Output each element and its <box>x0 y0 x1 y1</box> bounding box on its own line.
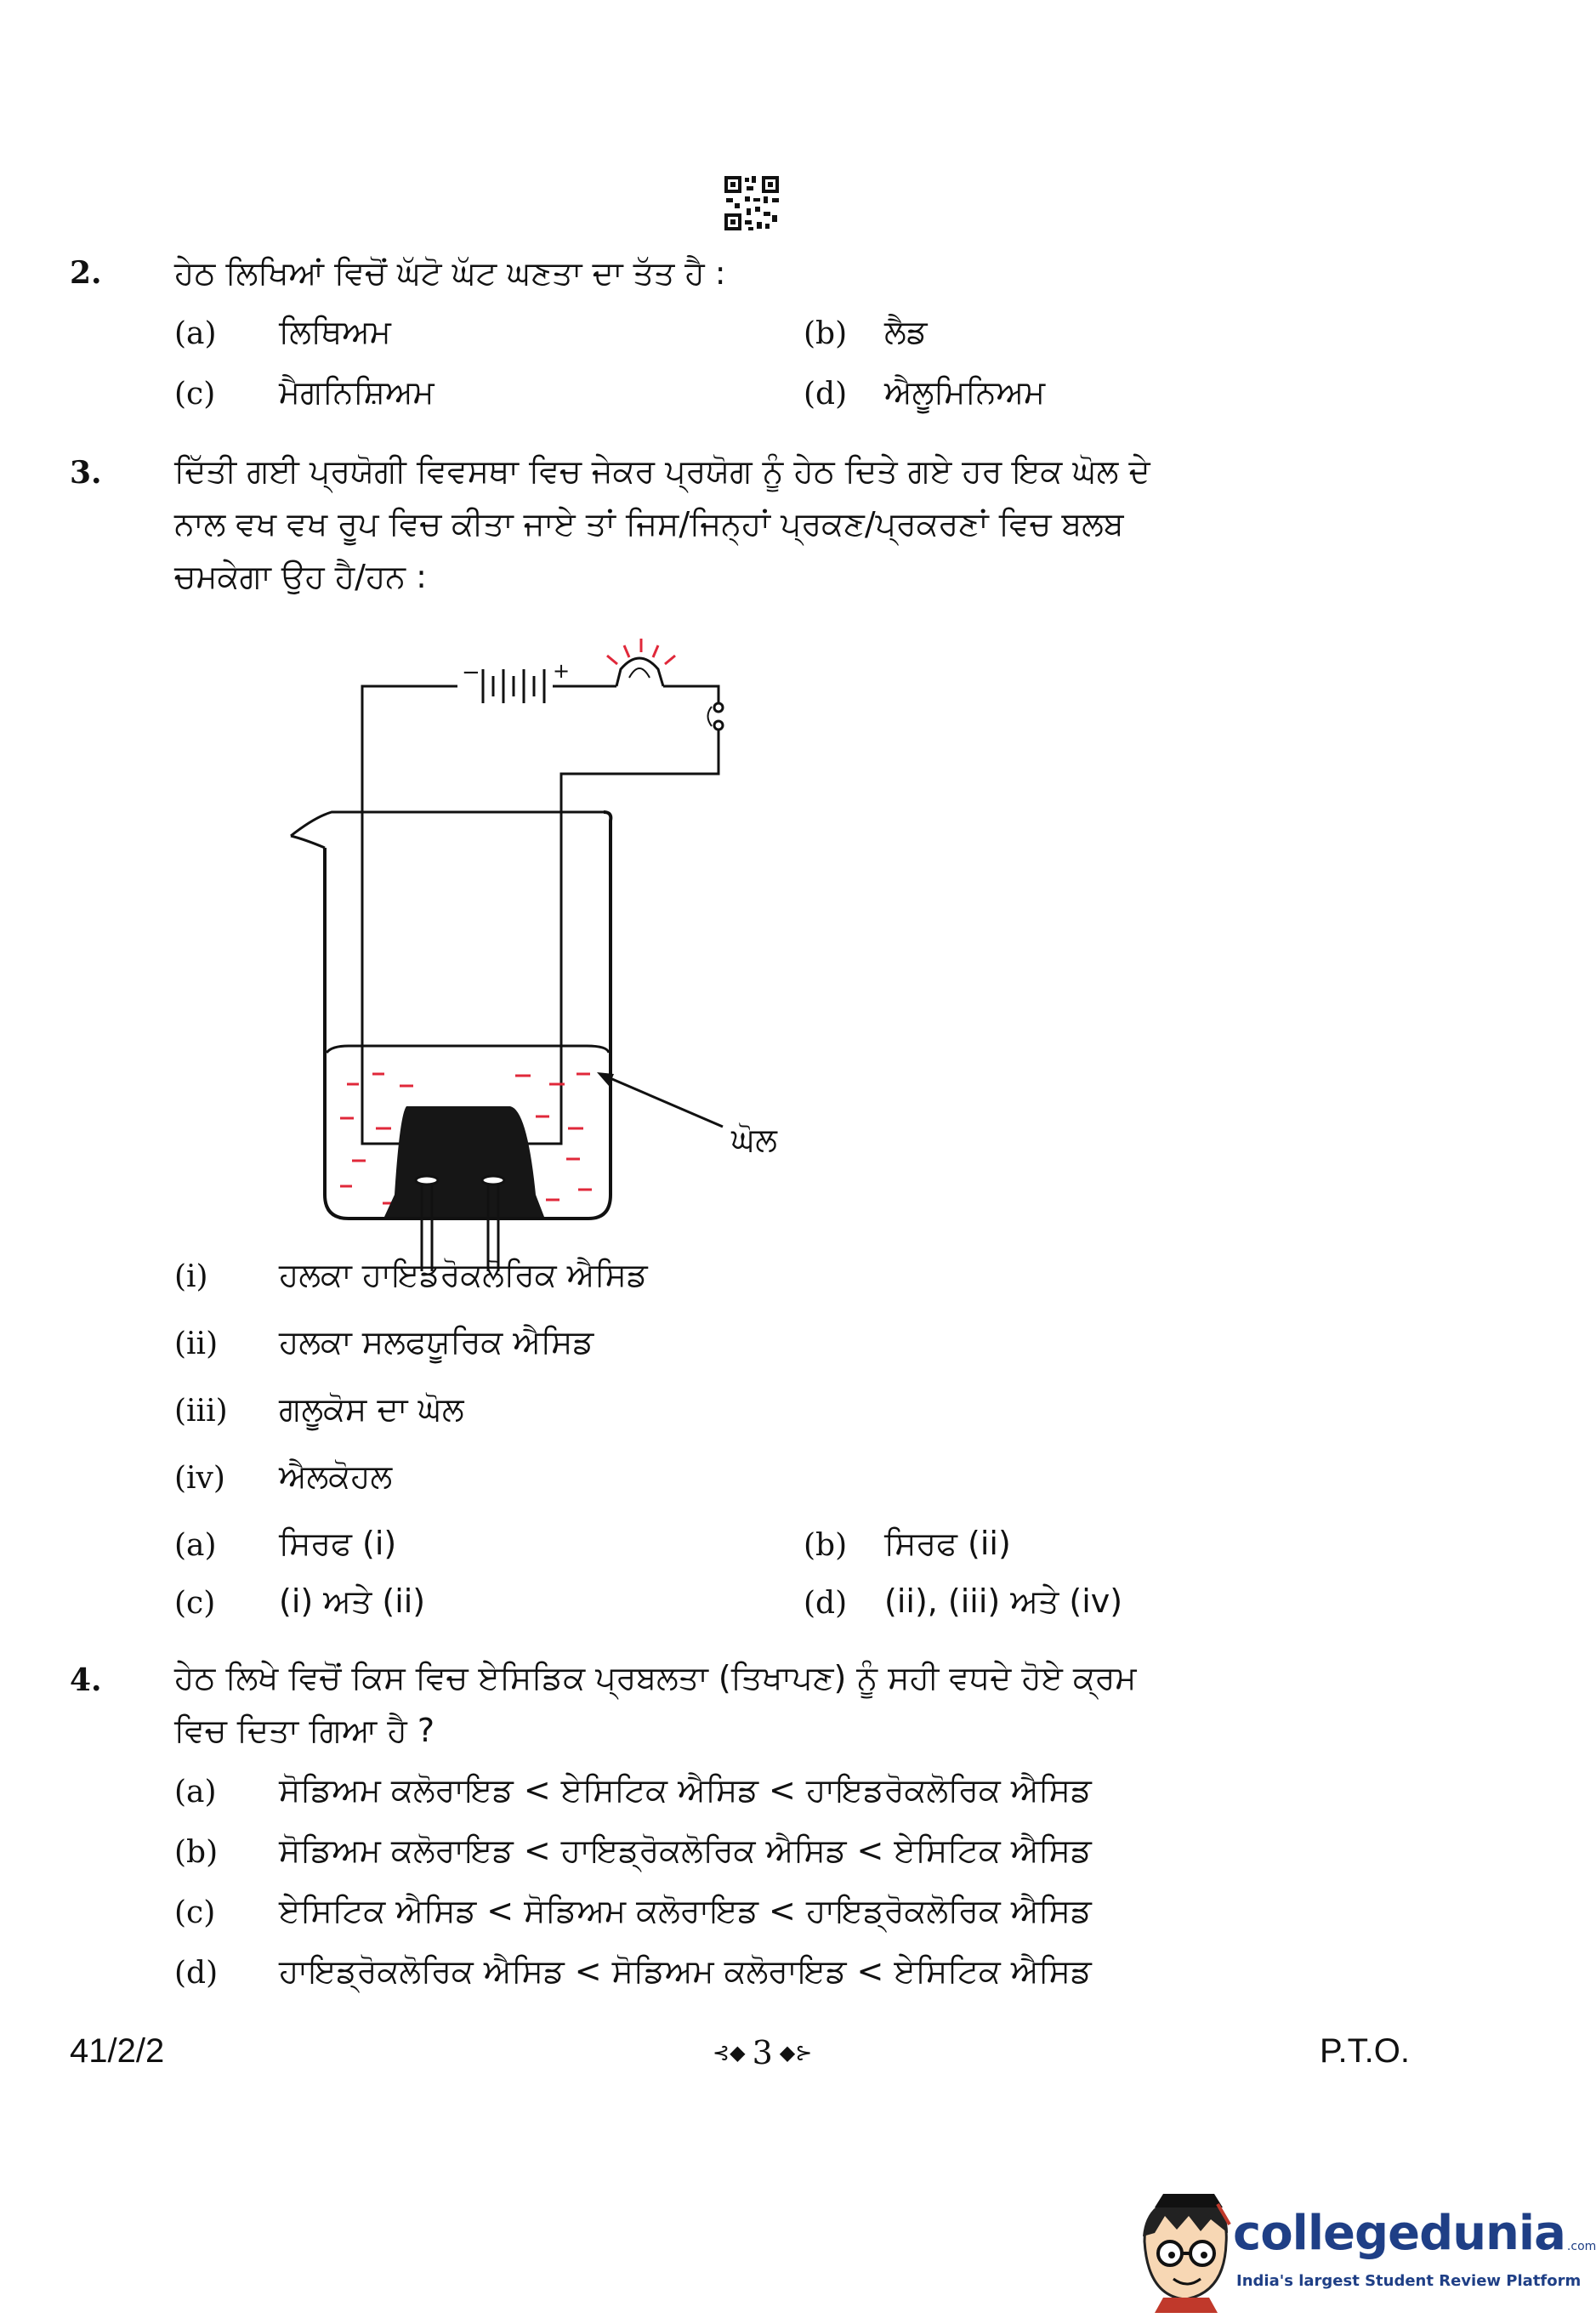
option-label: (b) <box>804 1528 848 1563</box>
option-text: (ii), (iii) ਅਤੇ (iv) <box>884 1582 1123 1620</box>
option-label: (a) <box>174 316 217 351</box>
option-label: (a) <box>174 1528 217 1563</box>
mascot-icon <box>1129 2190 1240 2313</box>
liquid-surface <box>327 1046 609 1053</box>
case-text: ਹਲਕਾ ਸਲਫਯੂਰਿਕ ਐਸਿਡ <box>279 1323 594 1361</box>
question-number: 2. <box>70 255 102 291</box>
bulb-icon <box>607 639 675 686</box>
question-text-line: ਹੇਠ ਲਿਖੇ ਵਿਚੋਂ ਕਿਸ ਵਿਚ ਏਸਿਡਿਕ ਪ੍ਰਬਲਤਾ (ਤਿਖਾਪਣ) ਨੂੰ ਸਹੀ ਵਧਦੇ ਹੋਏ ਕ੍ਰਮ <box>174 1659 1137 1696</box>
option-text: ਲੈਡ <box>884 313 928 350</box>
option-label: (c) <box>174 377 216 412</box>
cork <box>384 1106 544 1217</box>
option-text: ਸੋਡਿਅਮ ਕਲੋਰਾਇਡ < ਏਸਿਟਿਕ ਐਸਿਡ < ਹਾਇਡਰੋਕਲੋਰਿਕ ਐਸਿਡ <box>279 1771 1092 1809</box>
option-text: ਸਿਰਫ (i) <box>279 1525 397 1562</box>
svg-text:−: − <box>462 660 480 685</box>
ornament-left-icon: ⊰◆ <box>713 2041 746 2065</box>
brand-name: collegedunia .com <box>1233 2206 1596 2261</box>
case-label: (iii) <box>174 1394 228 1429</box>
case-text: ਗਲੂਕੋਸ ਦਾ ਘੋਲ <box>279 1390 464 1428</box>
question-text-line: ਦਿੱਤੀ ਗਈ ਪ੍ਰਯੋਗੀ ਵਿਵਸਥਾ ਵਿਚ ਜੇਕਰ ਪ੍ਰਯੋਗ ਨੂੰ ਹੇਠ ਦਿਤੇ ਗਏ ਹਰ ਇਕ ਘੋਲ ਦੇ <box>174 452 1150 490</box>
brand-logo <box>1129 2190 1596 2313</box>
question-text-line: ਚਮਕੇਗਾ ਉਹ ਹੈ/ਹਨ : <box>174 558 427 595</box>
circuit-wire <box>663 686 718 703</box>
switch-icon <box>708 703 724 730</box>
case-text: ਐਲਕੋਹਲ <box>279 1457 393 1495</box>
qr-code <box>723 174 781 232</box>
case-label: (i) <box>174 1259 208 1294</box>
option-label: (d) <box>804 1586 848 1621</box>
option-label: (c) <box>174 1895 216 1930</box>
brand-tagline: India's largest Student Review Platform <box>1236 2272 1582 2290</box>
option-text: ਸਿਰਫ (ii) <box>884 1525 1011 1562</box>
option-label: (a) <box>174 1775 217 1810</box>
case-text: ਹਲਕਾ ਹਾਇਡਰੋਕਲੋਰਿਕ ਐਸਿਡ <box>279 1256 648 1293</box>
option-text: ਐਲੂਮਿਨਿਅਮ <box>884 373 1046 411</box>
option-label: (d) <box>804 377 848 412</box>
svg-text:+: + <box>553 659 571 683</box>
case-label: (iv) <box>174 1461 225 1496</box>
option-label: (d) <box>174 1956 219 1991</box>
question-number: 3. <box>70 455 102 491</box>
case-label: (ii) <box>174 1327 219 1361</box>
option-text: ਏਸਿਟਿਕ ਐਸਿਡ < ਸੋਡਿਅਮ ਕਲੋਰਾਇਡ < ਹਾਇਡ੍ਰੋਕਲੋਰਿਕ ਐਸਿਡ <box>279 1892 1092 1929</box>
paper-code: 41/2/2 <box>70 2032 165 2070</box>
ornament-right-icon: ◆⊱ <box>779 2041 813 2065</box>
circuit-beaker-diagram <box>281 608 876 1229</box>
question-text-line: ਨਾਲ ਵਖ ਵਖ ਰੂਪ ਵਿਚ ਕੀਤਾ ਜਾਏ ਤਾਂ ਜਿਸ/ਜਿਨ੍ਹਾਂ ਪ੍ਰਕਣ/ਪ੍ਰਕਰਣਾਂ ਵਿਚ ਬਲਬ <box>174 505 1124 543</box>
battery-icon <box>462 659 570 703</box>
circuit-wire <box>561 729 718 1110</box>
question-number: 4. <box>70 1662 102 1698</box>
option-label: (b) <box>804 316 848 351</box>
option-text: (i) ਅਤੇ (ii) <box>279 1582 426 1620</box>
option-text: ਮੈਗਨਿਸ਼ਿਅਮ <box>279 373 434 411</box>
question-text: ਹੇਠ ਲਿਖਿਆਂ ਵਿਚੋਂ ਘੱਟੋ ਘੱਟ ਘਣਤਾ ਦਾ ਤੱਤ ਹੈ : <box>174 254 726 292</box>
solution-pointer-arrow <box>597 1072 723 1127</box>
option-label: (c) <box>174 1586 216 1621</box>
option-text: ਹਾਇਡ੍ਰੋਕਲੋਰਿਕ ਐਸਿਡ < ਸੋਡਿਅਮ ਕਲੋਰਾਇਡ < ਏਸਿਟਿਕ ਐਸਿਡ <box>279 1952 1092 1990</box>
page-number: ⊰◆ 3 ◆⊱ <box>713 2034 813 2071</box>
option-text: ਲਿਥਿਅਮ <box>279 313 391 350</box>
option-label: (b) <box>174 1835 219 1870</box>
pto-marker: P.T.O. <box>1320 2032 1410 2070</box>
option-text: ਸੋਡਿਅਮ ਕਲੋਰਾਇਡ < ਹਾਇਡ੍ਰੋਕਲੋਰਿਕ ਐਸਿਡ < ਏਸਿਟਿਕ ਐਸਿਡ <box>279 1832 1092 1869</box>
solution-label: ਘੋਲ <box>731 1121 777 1158</box>
question-text-line: ਵਿਚ ਦਿਤਾ ਗਿਆ ਹੈ ? <box>174 1712 435 1749</box>
